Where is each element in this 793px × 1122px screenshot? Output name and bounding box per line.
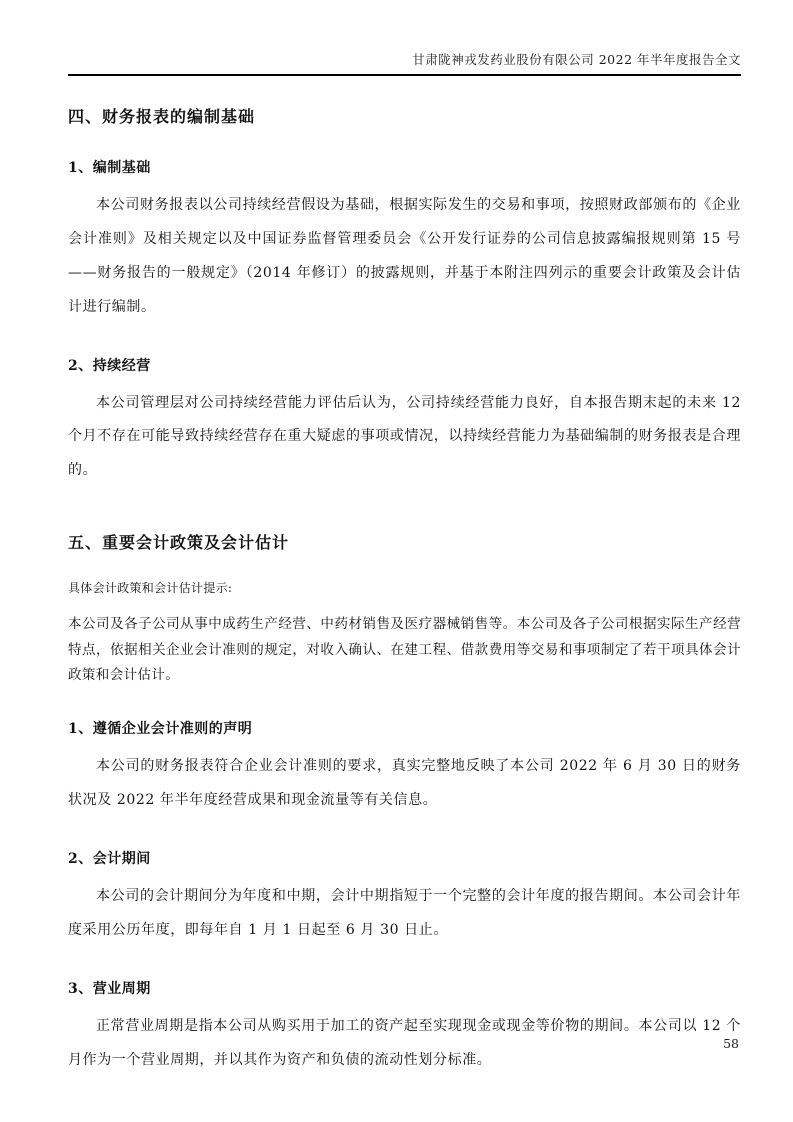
page-number: 58 <box>723 1036 739 1051</box>
section-4-heading: 四、财务报表的编制基础 <box>68 107 256 126</box>
section-4-2-heading: 2、持续经营 <box>68 357 151 374</box>
page-header-title: 甘肃陇神戎发药业股份有限公司 2022 年半年度报告全文 <box>68 50 741 76</box>
section-5-3-paragraph: 正常营业周期是指本公司从购买用于加工的资产起至实现现金或现金等价物的期间。本公司以 12 个月作为一个营业周期，并以其作为资产和负债的流动性划分标准。 <box>68 1017 741 1068</box>
section-4-1-paragraph: 本公司财务报表以公司持续经营假设为基础，根据实际发生的交易和事项，按照财政部颁布的《企业会计准则》及相关规定以及中国证券监督管理委员会《公开发行证券的公司信息披露编报规则第 15 号——财务报告的一般规定》（2014 年修订）的披露规则，并基于本附注四列示的重要会计政策及会计估计进行编制。 <box>68 197 741 315</box>
section-5-3-heading: 3、营业周期 <box>68 980 151 997</box>
section-4-2-paragraph: 本公司管理层对公司持续经营能力评估后认为，公司持续经营能力良好，自本报告期末起的未来 12 个月不存在可能导致持续经营存在重大疑虑的事项或情况，以持续经营能力为基础编制的财务报表是合理的。 <box>68 394 741 479</box>
section-5-1-paragraph: 本公司的财务报表符合企业会计准则的要求，真实完整地反映了本公司 2022 年 6 月 30 日的财务状况及 2022 年半年度经营成果和现金流量等有关信息。 <box>68 758 741 809</box>
section-5-heading: 五、重要会计政策及会计估计 <box>68 533 290 553</box>
section-5-2-heading: 2、会计期间 <box>68 851 151 867</box>
section-5-1-heading: 1、遵循企业会计准则的声明 <box>68 721 253 738</box>
section-5-note: 具体会计政策和会计估计提示: <box>68 581 233 596</box>
section-5-intro-paragraph: 本公司及各子公司从事中成药生产经营、中药材销售及医疗器械销售等。本公司及各子公司根据实际生产经营特点，依据相关企业会计准则的规定，对收入确认、在建工程、借款费用等交易和事项制定了若干项具体会计政策和会计估计。 <box>68 616 741 683</box>
section-4-1-heading: 1、编制基础 <box>68 160 151 176</box>
section-5-2-paragraph: 本公司的会计期间分为年度和中期，会计中期指短于一个完整的会计年度的报告期间。本公司会计年度采用公历年度，即每年自 1 月 1 日起至 6 月 30 日止。 <box>68 888 741 938</box>
